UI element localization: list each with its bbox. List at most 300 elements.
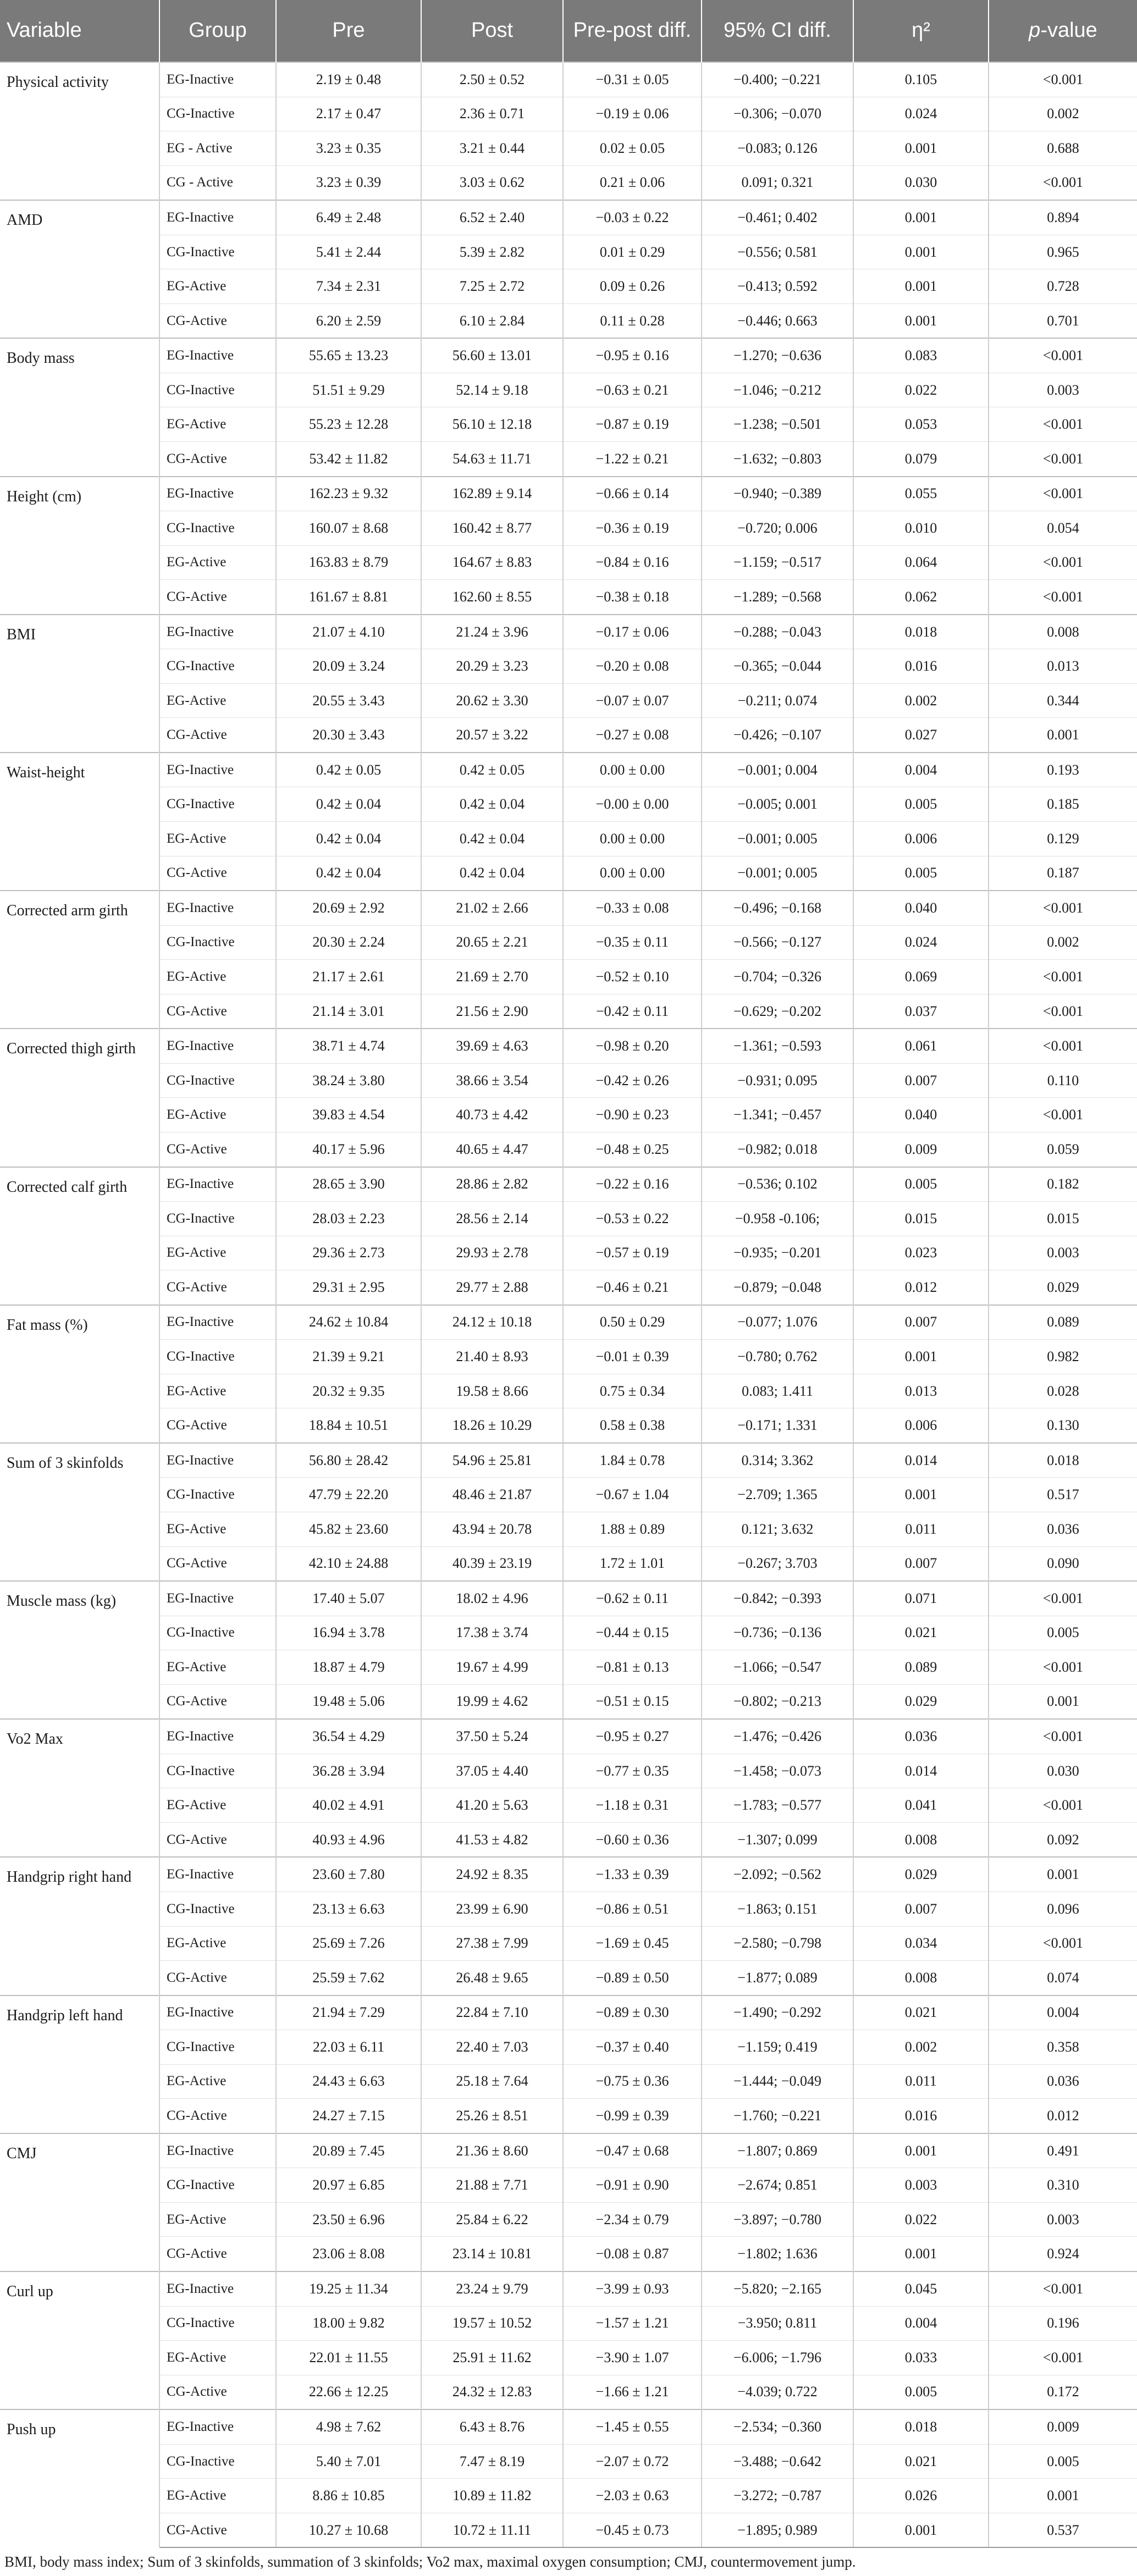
eta-cell: 0.064 (853, 545, 989, 580)
p-value-cell: 0.193 (989, 753, 1137, 787)
table-row (0, 2202, 1137, 2237)
table-row (0, 2064, 1137, 2099)
post-cell: 25.91 ± 11.62 (421, 2341, 563, 2375)
diff-cell: −1.18 ± 0.31 (563, 1788, 702, 1823)
eta-cell: 0.029 (853, 1857, 989, 1892)
group-cell: EG-Inactive (159, 2271, 276, 2306)
table-row (0, 2444, 1137, 2479)
ci-cell: −1.444; −0.049 (702, 2064, 853, 2099)
post-cell: 21.69 ± 2.70 (421, 960, 563, 994)
group-cell: EG-Inactive (159, 1029, 276, 1063)
p-value-cell: 0.537 (989, 2513, 1137, 2547)
eta-cell: 0.027 (853, 718, 989, 753)
diff-cell: −0.89 ± 0.30 (563, 1995, 702, 2030)
variable-cell: BMI (0, 615, 159, 753)
group-cell: EG-Active (159, 960, 276, 994)
post-cell: 160.42 ± 8.77 (421, 511, 563, 546)
table-row (0, 1132, 1137, 1167)
table-row (0, 615, 1137, 649)
pre-cell: 8.86 ± 10.85 (276, 2479, 421, 2513)
diff-cell: −1.22 ± 0.21 (563, 442, 702, 477)
post-cell: 54.96 ± 25.81 (421, 1443, 563, 1478)
table-row (0, 718, 1137, 753)
pre-cell: 20.30 ± 3.43 (276, 718, 421, 753)
eta-cell: 0.007 (853, 1546, 989, 1581)
table-row (0, 753, 1137, 787)
group-cell: CG-Inactive (159, 2306, 276, 2341)
ci-cell: −0.306; −0.070 (702, 97, 853, 131)
group-cell: EG-Inactive (159, 615, 276, 649)
post-cell: 28.56 ± 2.14 (421, 1202, 563, 1236)
pre-cell: 51.51 ± 9.29 (276, 373, 421, 407)
p-value-cell: 0.005 (989, 2444, 1137, 2479)
ci-cell: −0.211; 0.074 (702, 683, 853, 718)
pre-cell: 21.17 ± 2.61 (276, 960, 421, 994)
table-row (0, 545, 1137, 580)
eta-cell: 0.005 (853, 1167, 989, 1202)
table-row (0, 1581, 1137, 1616)
p-value-cell: 0.012 (989, 2099, 1137, 2133)
variable-cell: Curl up (0, 2271, 159, 2409)
diff-cell: 0.00 ± 0.00 (563, 822, 702, 856)
group-cell: CG-Active (159, 1822, 276, 1857)
eta-cell: 0.018 (853, 2409, 989, 2444)
pre-cell: 25.59 ± 7.62 (276, 1961, 421, 1995)
group-cell: CG-Inactive (159, 235, 276, 269)
p-value-cell: 0.003 (989, 1236, 1137, 1270)
ci-cell: −0.267; 3.703 (702, 1546, 853, 1581)
post-cell: 37.05 ± 4.40 (421, 1754, 563, 1788)
eta-cell: 0.033 (853, 2341, 989, 2375)
ci-cell: −0.982; 0.018 (702, 1132, 853, 1167)
table-row (0, 856, 1137, 891)
eta-cell: 0.040 (853, 1098, 989, 1132)
eta-cell: 0.061 (853, 1029, 989, 1063)
p-value-cell: 0.089 (989, 1305, 1137, 1340)
pre-cell: 56.80 ± 28.42 (276, 1443, 421, 1478)
p-value-cell: 0.517 (989, 1478, 1137, 1512)
ci-cell: −4.039; 0.722 (702, 2375, 853, 2409)
diff-cell: −0.51 ± 0.15 (563, 1684, 702, 1719)
eta-cell: 0.083 (853, 338, 989, 373)
pre-cell: 5.40 ± 7.01 (276, 2444, 421, 2479)
table-row (0, 1098, 1137, 1132)
table-row (0, 1684, 1137, 1719)
post-cell: 29.77 ± 2.88 (421, 1270, 563, 1305)
diff-cell: 0.02 ± 0.05 (563, 131, 702, 166)
post-cell: 38.66 ± 3.54 (421, 1063, 563, 1098)
group-cell: EG-Active (159, 1512, 276, 1546)
group-cell: EG-Active (159, 2202, 276, 2237)
table-row (0, 373, 1137, 407)
group-cell: CG-Inactive (159, 2030, 276, 2065)
post-cell: 52.14 ± 9.18 (421, 373, 563, 407)
eta-cell: 0.007 (853, 1305, 989, 1340)
diff-cell: −0.31 ± 0.05 (563, 62, 702, 97)
ci-cell: −0.736; −0.136 (702, 1616, 853, 1650)
pre-cell: 23.50 ± 6.96 (276, 2202, 421, 2237)
pre-cell: 40.02 ± 4.91 (276, 1788, 421, 1823)
p-value-cell: <0.001 (989, 1788, 1137, 1823)
pre-cell: 40.93 ± 4.96 (276, 1822, 421, 1857)
p-value-cell: 0.009 (989, 2409, 1137, 2444)
eta-cell: 0.040 (853, 891, 989, 925)
eta-cell: 0.005 (853, 2375, 989, 2409)
diff-cell: −0.42 ± 0.11 (563, 994, 702, 1029)
diff-cell: 0.58 ± 0.38 (563, 1408, 702, 1443)
eta-cell: 0.007 (853, 1892, 989, 1926)
ci-cell: −1.361; −0.593 (702, 1029, 853, 1063)
post-cell: 0.42 ± 0.05 (421, 753, 563, 787)
ci-cell: −1.895; 0.989 (702, 2513, 853, 2547)
group-cell: CG-Inactive (159, 649, 276, 684)
post-cell: 23.14 ± 10.81 (421, 2237, 563, 2271)
pre-cell: 21.07 ± 4.10 (276, 615, 421, 649)
post-cell: 7.47 ± 8.19 (421, 2444, 563, 2479)
p-value-cell: <0.001 (989, 2341, 1137, 2375)
eta-cell: 0.001 (853, 2237, 989, 2271)
pre-cell: 16.94 ± 3.78 (276, 1616, 421, 1650)
table-row (0, 407, 1137, 442)
diff-cell: −0.38 ± 0.18 (563, 580, 702, 615)
p-value-cell: 0.054 (989, 511, 1137, 546)
group-cell: CG-Inactive (159, 2168, 276, 2203)
post-cell: 19.58 ± 8.66 (421, 1374, 563, 1408)
ci-cell: −0.935; −0.201 (702, 1236, 853, 1270)
group-cell: EG-Active (159, 1926, 276, 1961)
p-value-cell: 0.030 (989, 1754, 1137, 1788)
post-cell: 22.84 ± 7.10 (421, 1995, 563, 2030)
p-value-cell: 0.036 (989, 1512, 1137, 1546)
p-value-cell: 0.701 (989, 303, 1137, 338)
pre-cell: 161.67 ± 8.81 (276, 580, 421, 615)
eta-cell: 0.003 (853, 2168, 989, 2203)
group-cell: EG-Active (159, 683, 276, 718)
table-row (0, 165, 1137, 200)
p-value-cell: 0.090 (989, 1546, 1137, 1581)
group-cell: CG-Active (159, 1961, 276, 1995)
diff-cell: −0.63 ± 0.21 (563, 373, 702, 407)
group-cell: CG-Inactive (159, 1202, 276, 1236)
pre-cell: 3.23 ± 0.39 (276, 165, 421, 200)
table-row (0, 1305, 1137, 1340)
variable-cell: Sum of 3 skinfolds (0, 1443, 159, 1581)
eta-cell: 0.001 (853, 2133, 989, 2168)
eta-cell: 0.011 (853, 2064, 989, 2099)
post-cell: 7.25 ± 2.72 (421, 269, 563, 304)
post-cell: 26.48 ± 9.65 (421, 1961, 563, 1995)
ci-cell: −5.820; −2.165 (702, 2271, 853, 2306)
ci-cell: −0.958 -0.106; (702, 1202, 853, 1236)
p-value-cell: 0.924 (989, 2237, 1137, 2271)
p-value-cell: 0.185 (989, 787, 1137, 822)
table-row (0, 2099, 1137, 2133)
eta-cell: 0.015 (853, 1202, 989, 1236)
group-cell: EG-Inactive (159, 338, 276, 373)
ci-cell: −0.780; 0.762 (702, 1340, 853, 1374)
diff-cell: −0.81 ± 0.13 (563, 1650, 702, 1685)
table-row (0, 1029, 1137, 1063)
header-diff: Pre-post diff. (563, 0, 702, 62)
diff-cell: −0.00 ± 0.00 (563, 787, 702, 822)
pre-cell: 6.49 ± 2.48 (276, 200, 421, 235)
group-cell: EG-Active (159, 1236, 276, 1270)
group-cell: EG-Inactive (159, 62, 276, 97)
group-cell: EG-Inactive (159, 753, 276, 787)
table-row (0, 2030, 1137, 2065)
group-cell: EG-Active (159, 2479, 276, 2513)
post-cell: 23.99 ± 6.90 (421, 1892, 563, 1926)
table-row (0, 1443, 1137, 1478)
eta-cell: 0.014 (853, 1443, 989, 1478)
table-footnote: BMI, body mass index; Sum of 3 skinfolds, summation of 3 skinfolds; Vo2 max, maximal oxygen consumption; CMJ, countermovement jump. (4, 2553, 856, 2571)
p-value-cell: 0.005 (989, 1616, 1137, 1650)
group-cell: CG-Inactive (159, 787, 276, 822)
header-p-suffix: -value (1040, 19, 1097, 42)
eta-cell: 0.005 (853, 787, 989, 822)
table-row (0, 97, 1137, 131)
group-cell: CG-Inactive (159, 1063, 276, 1098)
eta-cell: 0.009 (853, 1132, 989, 1167)
pre-cell: 3.23 ± 0.35 (276, 131, 421, 166)
ci-cell: −1.877; 0.089 (702, 1961, 853, 1995)
table-row (0, 1719, 1137, 1754)
table-row (0, 1512, 1137, 1546)
post-cell: 48.46 ± 21.87 (421, 1478, 563, 1512)
p-value-cell: <0.001 (989, 2271, 1137, 2306)
header-group: Group (159, 0, 276, 62)
variable-cell: Corrected arm girth (0, 891, 159, 1029)
variable-cell: AMD (0, 200, 159, 338)
post-cell: 162.60 ± 8.55 (421, 580, 563, 615)
ci-cell: −0.879; −0.048 (702, 1270, 853, 1305)
group-cell: CG-Active (159, 856, 276, 891)
eta-cell: 0.001 (853, 1340, 989, 1374)
group-cell: CG-Active (159, 718, 276, 753)
diff-cell: −2.03 ± 0.63 (563, 2479, 702, 2513)
p-value-cell: 0.001 (989, 2479, 1137, 2513)
table-row (0, 2237, 1137, 2271)
diff-cell: −0.01 ± 0.39 (563, 1340, 702, 1374)
ci-cell: −1.270; −0.636 (702, 338, 853, 373)
ci-cell: −1.490; −0.292 (702, 1995, 853, 2030)
group-cell: CG-Inactive (159, 1340, 276, 1374)
ci-cell: −0.171; 1.331 (702, 1408, 853, 1443)
eta-cell: 0.037 (853, 994, 989, 1029)
post-cell: 37.50 ± 5.24 (421, 1719, 563, 1754)
ci-cell: −0.536; 0.102 (702, 1167, 853, 1202)
table-row (0, 1616, 1137, 1650)
eta-cell: 0.022 (853, 373, 989, 407)
ci-cell: −0.365; −0.044 (702, 649, 853, 684)
p-value-cell: <0.001 (989, 1926, 1137, 1961)
group-cell: EG-Active (159, 545, 276, 580)
p-value-cell: 0.358 (989, 2030, 1137, 2065)
pre-cell: 20.89 ± 7.45 (276, 2133, 421, 2168)
group-cell: EG-Inactive (159, 2409, 276, 2444)
table-row (0, 131, 1137, 166)
pre-cell: 28.65 ± 3.90 (276, 1167, 421, 1202)
p-value-cell: <0.001 (989, 1719, 1137, 1754)
p-value-cell: 0.092 (989, 1822, 1137, 1857)
eta-cell: 0.079 (853, 442, 989, 477)
post-cell: 10.72 ± 11.11 (421, 2513, 563, 2547)
pre-cell: 0.42 ± 0.04 (276, 822, 421, 856)
eta-cell: 0.053 (853, 407, 989, 442)
diff-cell: −0.87 ± 0.19 (563, 407, 702, 442)
table-row (0, 200, 1137, 235)
pre-cell: 22.01 ± 11.55 (276, 2341, 421, 2375)
diff-cell: −0.35 ± 0.11 (563, 925, 702, 960)
table-row (0, 1788, 1137, 1823)
ci-cell: −0.566; −0.127 (702, 925, 853, 960)
p-value-cell: 0.982 (989, 1340, 1137, 1374)
ci-cell: −1.863; 0.151 (702, 1892, 853, 1926)
group-cell: EG-Active (159, 269, 276, 304)
p-value-cell: 0.894 (989, 200, 1137, 235)
group-cell: EG-Active (159, 1788, 276, 1823)
group-cell: EG-Active (159, 1650, 276, 1685)
p-value-cell: 0.036 (989, 2064, 1137, 2099)
ci-cell: −2.534; −0.360 (702, 2409, 853, 2444)
diff-cell: −0.45 ± 0.73 (563, 2513, 702, 2547)
table-row (0, 649, 1137, 684)
diff-cell: 0.21 ± 0.06 (563, 165, 702, 200)
diff-cell: −0.60 ± 0.36 (563, 1822, 702, 1857)
diff-cell: 0.01 ± 0.29 (563, 235, 702, 269)
ci-cell: −0.077; 1.076 (702, 1305, 853, 1340)
pre-cell: 45.82 ± 23.60 (276, 1512, 421, 1546)
p-value-cell: 0.728 (989, 269, 1137, 304)
group-cell: EG-Active (159, 407, 276, 442)
diff-cell: −0.91 ± 0.90 (563, 2168, 702, 2203)
ci-cell: −1.632; −0.803 (702, 442, 853, 477)
pre-cell: 36.54 ± 4.29 (276, 1719, 421, 1754)
p-value-cell: 0.028 (989, 1374, 1137, 1408)
pre-cell: 22.03 ± 6.11 (276, 2030, 421, 2065)
group-cell: CG-Active (159, 2237, 276, 2271)
diff-cell: −0.57 ± 0.19 (563, 1236, 702, 1270)
post-cell: 40.73 ± 4.42 (421, 1098, 563, 1132)
pre-cell: 29.31 ± 2.95 (276, 1270, 421, 1305)
ci-cell: −6.006; −1.796 (702, 2341, 853, 2375)
diff-cell: −0.75 ± 0.36 (563, 2064, 702, 2099)
p-value-cell: 0.002 (989, 925, 1137, 960)
post-cell: 21.56 ± 2.90 (421, 994, 563, 1029)
pre-cell: 21.94 ± 7.29 (276, 1995, 421, 2030)
post-cell: 20.29 ± 3.23 (421, 649, 563, 684)
group-cell: CG-Active (159, 1408, 276, 1443)
pre-cell: 20.69 ± 2.92 (276, 891, 421, 925)
diff-cell: 1.72 ± 1.01 (563, 1546, 702, 1581)
group-cell: CG-Inactive (159, 511, 276, 546)
eta-cell: 0.006 (853, 1408, 989, 1443)
group-cell: EG-Inactive (159, 1995, 276, 2030)
ci-cell: −0.001; 0.005 (702, 856, 853, 891)
eta-cell: 0.029 (853, 1684, 989, 1719)
post-cell: 24.12 ± 10.18 (421, 1305, 563, 1340)
pre-cell: 17.40 ± 5.07 (276, 1581, 421, 1616)
eta-cell: 0.016 (853, 2099, 989, 2133)
table-row (0, 2168, 1137, 2203)
p-value-cell: 0.965 (989, 235, 1137, 269)
ci-cell: −1.341; −0.457 (702, 1098, 853, 1132)
diff-cell: −0.33 ± 0.08 (563, 891, 702, 925)
ci-cell: −0.288; −0.043 (702, 615, 853, 649)
post-cell: 18.02 ± 4.96 (421, 1581, 563, 1616)
post-cell: 23.24 ± 9.79 (421, 2271, 563, 2306)
p-value-cell: 0.059 (989, 1132, 1137, 1167)
ci-cell: −0.400; −0.221 (702, 62, 853, 97)
ci-cell: −0.005; 0.001 (702, 787, 853, 822)
table-row (0, 2375, 1137, 2409)
table-row (0, 2306, 1137, 2341)
p-value-cell: 0.013 (989, 649, 1137, 684)
ci-cell: −0.446; 0.663 (702, 303, 853, 338)
header-ci: 95% CI diff. (702, 0, 853, 62)
pre-cell: 24.43 ± 6.63 (276, 2064, 421, 2099)
table-row (0, 1961, 1137, 1995)
eta-cell: 0.001 (853, 303, 989, 338)
diff-cell: −0.52 ± 0.10 (563, 960, 702, 994)
eta-cell: 0.021 (853, 1995, 989, 2030)
diff-cell: −0.42 ± 0.26 (563, 1063, 702, 1098)
group-cell: CG-Active (159, 580, 276, 615)
eta-cell: 0.024 (853, 925, 989, 960)
post-cell: 40.65 ± 4.47 (421, 1132, 563, 1167)
p-value-cell: <0.001 (989, 994, 1137, 1029)
diff-cell: −1.69 ± 0.45 (563, 1926, 702, 1961)
eta-cell: 0.069 (853, 960, 989, 994)
group-cell: EG-Active (159, 2064, 276, 2099)
ci-cell: −0.001; 0.005 (702, 822, 853, 856)
eta-cell: 0.001 (853, 1478, 989, 1512)
table-body (0, 62, 1137, 2547)
ci-cell: −1.783; −0.577 (702, 1788, 853, 1823)
header-pre: Pre (276, 0, 421, 62)
p-value-cell: 0.310 (989, 2168, 1137, 2203)
diff-cell: −0.08 ± 0.87 (563, 2237, 702, 2271)
p-value-cell: 0.029 (989, 1270, 1137, 1305)
pre-cell: 55.23 ± 12.28 (276, 407, 421, 442)
group-cell: CG-Active (159, 1684, 276, 1719)
eta-cell: 0.089 (853, 1650, 989, 1685)
eta-cell: 0.036 (853, 1719, 989, 1754)
p-value-cell: 0.015 (989, 1202, 1137, 1236)
eta-cell: 0.001 (853, 2513, 989, 2547)
pre-cell: 10.27 ± 10.68 (276, 2513, 421, 2547)
diff-cell: −1.33 ± 0.39 (563, 1857, 702, 1892)
pre-cell: 23.60 ± 7.80 (276, 1857, 421, 1892)
eta-cell: 0.002 (853, 2030, 989, 2065)
group-cell: CG-Inactive (159, 925, 276, 960)
ci-cell: −3.950; 0.811 (702, 2306, 853, 2341)
pre-cell: 47.79 ± 22.20 (276, 1478, 421, 1512)
table-row (0, 925, 1137, 960)
pre-cell: 28.03 ± 2.23 (276, 1202, 421, 1236)
table-row (0, 2513, 1137, 2547)
post-cell: 2.36 ± 0.71 (421, 97, 563, 131)
pre-cell: 6.20 ± 2.59 (276, 303, 421, 338)
p-value-cell: <0.001 (989, 1029, 1137, 1063)
diff-cell: −0.89 ± 0.50 (563, 1961, 702, 1995)
eta-cell: 0.016 (853, 649, 989, 684)
group-cell: EG-Inactive (159, 891, 276, 925)
pre-cell: 39.83 ± 4.54 (276, 1098, 421, 1132)
variable-cell: Handgrip left hand (0, 1995, 159, 2133)
group-cell: EG-Active (159, 2341, 276, 2375)
diff-cell: −0.17 ± 0.06 (563, 615, 702, 649)
